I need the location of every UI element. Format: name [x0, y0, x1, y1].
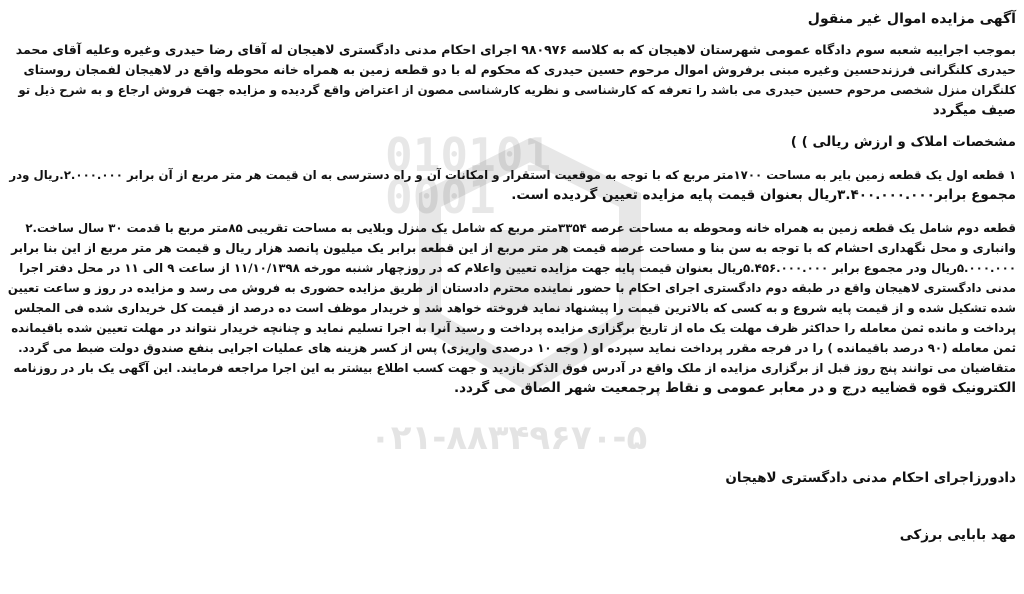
- paragraph3-line7: ثمن معامله (۹۰ درصد باقیمانده ) را در فرجه مقرر پرداخت نماید سپرده او ( وجه ۱۰ درصدی واریزی) پس از کسر هزینه های عملیات اجرایی بنفع صندوق دولت ضبط می گردد.: [18, 341, 1016, 355]
- section-heading: مشخصات املاک و ارزش ریالی ) ): [790, 134, 1016, 150]
- notice-title: آگهی مزایده اموال غیر منقول: [807, 11, 1016, 27]
- watermark-number-2: 0001: [385, 170, 496, 224]
- paragraph3-line1: قطعه دوم شامل یک قطعه زمین به همراه خانه ومحوطه به مساحت عرصه ۳۳۵۴متر مربع که شامل یک منزل وبلایی به مساحت تقریبی ۸۵متر مربع با قدمت ۳۰ سال ساخت.۲: [25, 221, 1016, 235]
- paragraph2-line2: مجموع برابر۳.۴۰۰.۰۰۰.۰۰۰ریال بعنوان قیمت پایه مزایده تعیین گردیده است.: [511, 187, 1016, 203]
- paragraph3-line6: پرداخت و مانده ثمن معامله را حداکثر ظرف مهلت یک ماه از تاریخ برگزاری مزایده پرداخت و رسید آنرا به اجرا تسلیم نماید و چنانچه خریدار نتواند در مهلت تعیین شده باقیمانده: [11, 321, 1016, 335]
- paragraph3-line9: الکترونیک قوه قضاییه درج و در معابر عمومی و نقاط پرجمعیت شهر الصاق می گردد.: [454, 380, 1016, 396]
- paragraph3-line5: شده تشکیل شده و از قیمت پایه شروع و به کسی که بالاترین قیمت را پیشنهاد نماید فروخته خواهد شد و خریدار موظف است ده درصد از قیمت کل خریداری شده فی المجلس: [14, 301, 1016, 315]
- paragraph3-line3: ۵.۰۰۰.۰۰۰ریال ودر مجموع برابر ۵.۴۵۶.۰۰۰.۰۰۰ریال بعنوان قیمت پایه جهت مزایده تعیین واعلام که در روزچهار شنبه مورخه ۱۱/۱۰/۱۳۹۸ از ساعت ۹ الی ۱۱ در محل دفتر اجرا: [19, 261, 1016, 275]
- signature-title: دادورزاجرای احکام مدنی دادگستری لاهیجان: [725, 470, 1016, 486]
- watermark-phone: ۰۲۱-۸۸۳۴۹۶۷۰-۵: [370, 418, 648, 458]
- paragraph1-line1: بموجب اجراییه شعبه سوم دادگاه عمومی شهرستان لاهیجان که به کلاسه ۹۸۰۹۷۶ اجرای احکام مدنی دادگستری لاهیجان له آقای رضا حیدری وغیره وعلیه آقای محمد: [15, 42, 1016, 57]
- watermark-number-1: 010101: [385, 128, 552, 182]
- signature-name: مهد بابایی برزکی: [899, 527, 1016, 543]
- paragraph2-line1: ۱ قطعه اول یک قطعه زمین بایر به مساحت ۱۷۰۰متر مربع که با توجه به موقعیت استقرار و امکانات آن و راه دسترسی به ان قیمت هر متر مربع از آن برابر ۲.۰۰۰.۰۰۰.ریال ودر: [9, 168, 1016, 182]
- paragraph3-line2: وانباری و محل نگهداری احشام که با توجه به سن بنا و مساحت عرصه قیمت هر متر مربع از این قطعه برابر یک میلیون پانصد هزار ریال و قیمت هر متر مربع از این بنا برابر: [11, 241, 1016, 255]
- paragraph1-line2: حیدری کلنگرانی فرزندحسین وغیره مبنی برفروش اموال مرحوم حسین حیدری که محکوم له با دو قطعه زمین به همراه خانه محوطه واقع در لاهیجان لفمجان روستای: [23, 63, 1016, 77]
- paragraph1-line4: صیف میگردد: [932, 102, 1016, 118]
- paragraph3-line4: مدنی دادگستری لاهیجان واقع در طبقه دوم دادگستری اجرای احکام با حضور نماینده محترم دادستان از طریق مزایده حضوری به فروش می رسد و مزایده در روز و ساعت تعیین: [7, 281, 1016, 295]
- paragraph1-line3: کلنگران منزل شخصی مرحوم حسین حیدری می باشد را تعرفه که کارشناسی و نظریه کارشناسی مصون از اعتراض واقع گردیده و مزایده جهت فروش ارجاع و به شرح ذیل تو: [18, 83, 1016, 97]
- paragraph3-line8: متقاضیان می توانند پنج روز قبل از برگزاری مزایده از ملک واقع در آدرس فوق الذکر بازدید و جهت کسب اطلاع بیشتر به این اجرا مراجعه فرمایند. این آگهی یک بار در روزنامه: [13, 361, 1016, 375]
